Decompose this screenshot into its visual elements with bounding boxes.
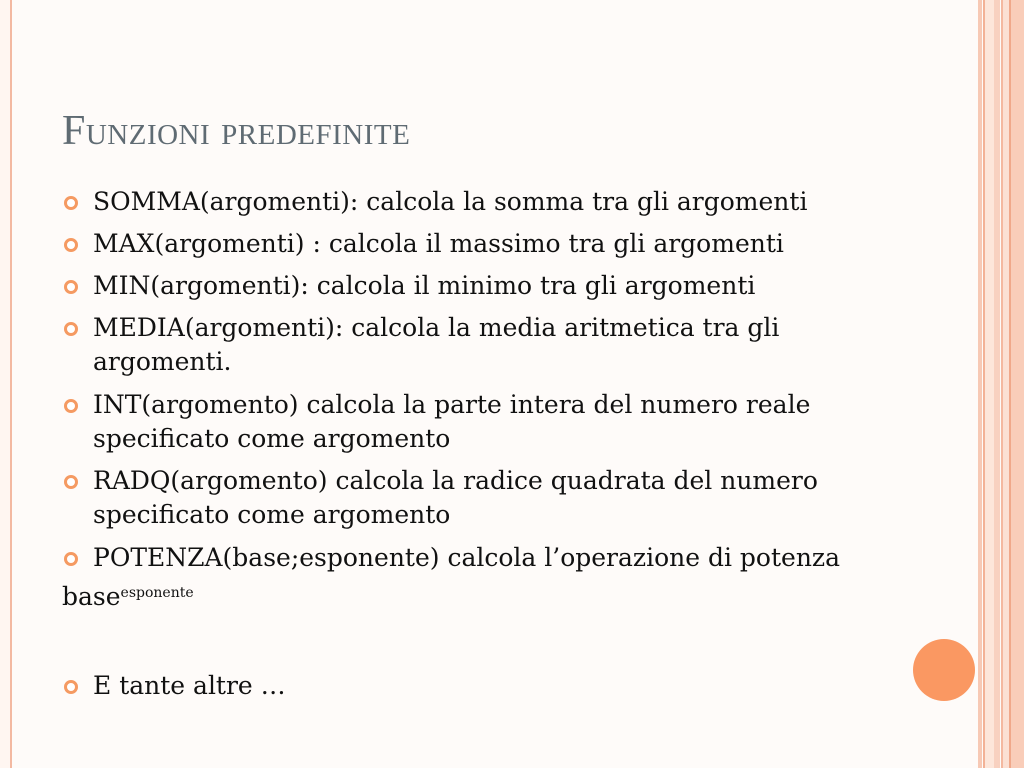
formula-exponent: esponente bbox=[120, 585, 194, 601]
left-edge-decoration bbox=[0, 0, 12, 768]
bullet-icon bbox=[64, 552, 78, 566]
bullet-icon bbox=[64, 238, 78, 252]
bullet-icon bbox=[64, 280, 78, 294]
bullet-text bbox=[93, 185, 943, 219]
bullet-text bbox=[93, 669, 943, 703]
bullet-icon bbox=[64, 399, 78, 413]
right-stripe-decoration bbox=[983, 0, 994, 768]
bullet-text bbox=[93, 311, 943, 379]
right-stripe-decoration bbox=[1001, 0, 1009, 768]
bullet-line: INT(argomento) calcola la parte intera del numero reale bbox=[93, 390, 811, 419]
bullet-line: specificato come argomento bbox=[93, 500, 451, 529]
bullet-line: SOMMA(argomenti): calcola la somma tra gli argomenti bbox=[93, 187, 808, 216]
bullet-text bbox=[93, 388, 943, 456]
bullet-line: MEDIA(argomenti): calcola la media aritmetica tra gli bbox=[93, 313, 780, 342]
bullet-line: specificato come argomento bbox=[93, 424, 451, 453]
bullet-icon bbox=[64, 322, 78, 336]
right-stripe-decoration bbox=[994, 0, 1000, 768]
bullet-text bbox=[93, 269, 943, 303]
bullet-icon bbox=[64, 680, 78, 694]
slide-title: Funzioni predefinite bbox=[62, 108, 411, 154]
bullet-line: MIN(argomenti): calcola il minimo tra gli argomenti bbox=[93, 271, 756, 300]
bullet-text bbox=[93, 227, 943, 261]
bullet-line: argomenti. bbox=[93, 347, 232, 376]
bullet-line: POTENZA(base;esponente) calcola l’operazione di potenza bbox=[93, 543, 840, 572]
bullet-text bbox=[93, 464, 943, 532]
power-formula bbox=[62, 580, 194, 614]
decorative-circle bbox=[913, 639, 975, 701]
bullet-icon bbox=[64, 475, 78, 489]
bullet-line: RADQ(argomento) calcola la radice quadrata del numero bbox=[93, 466, 818, 495]
bullet-text bbox=[93, 541, 943, 575]
bullet-icon bbox=[64, 196, 78, 210]
right-stripe-decoration bbox=[1009, 0, 1024, 768]
bullet-line: MAX(argomenti) : calcola il massimo tra gli argomenti bbox=[93, 229, 784, 258]
right-stripe-decoration bbox=[978, 0, 982, 768]
formula-base: base bbox=[62, 582, 121, 611]
bullet-line: E tante altre … bbox=[93, 671, 286, 700]
